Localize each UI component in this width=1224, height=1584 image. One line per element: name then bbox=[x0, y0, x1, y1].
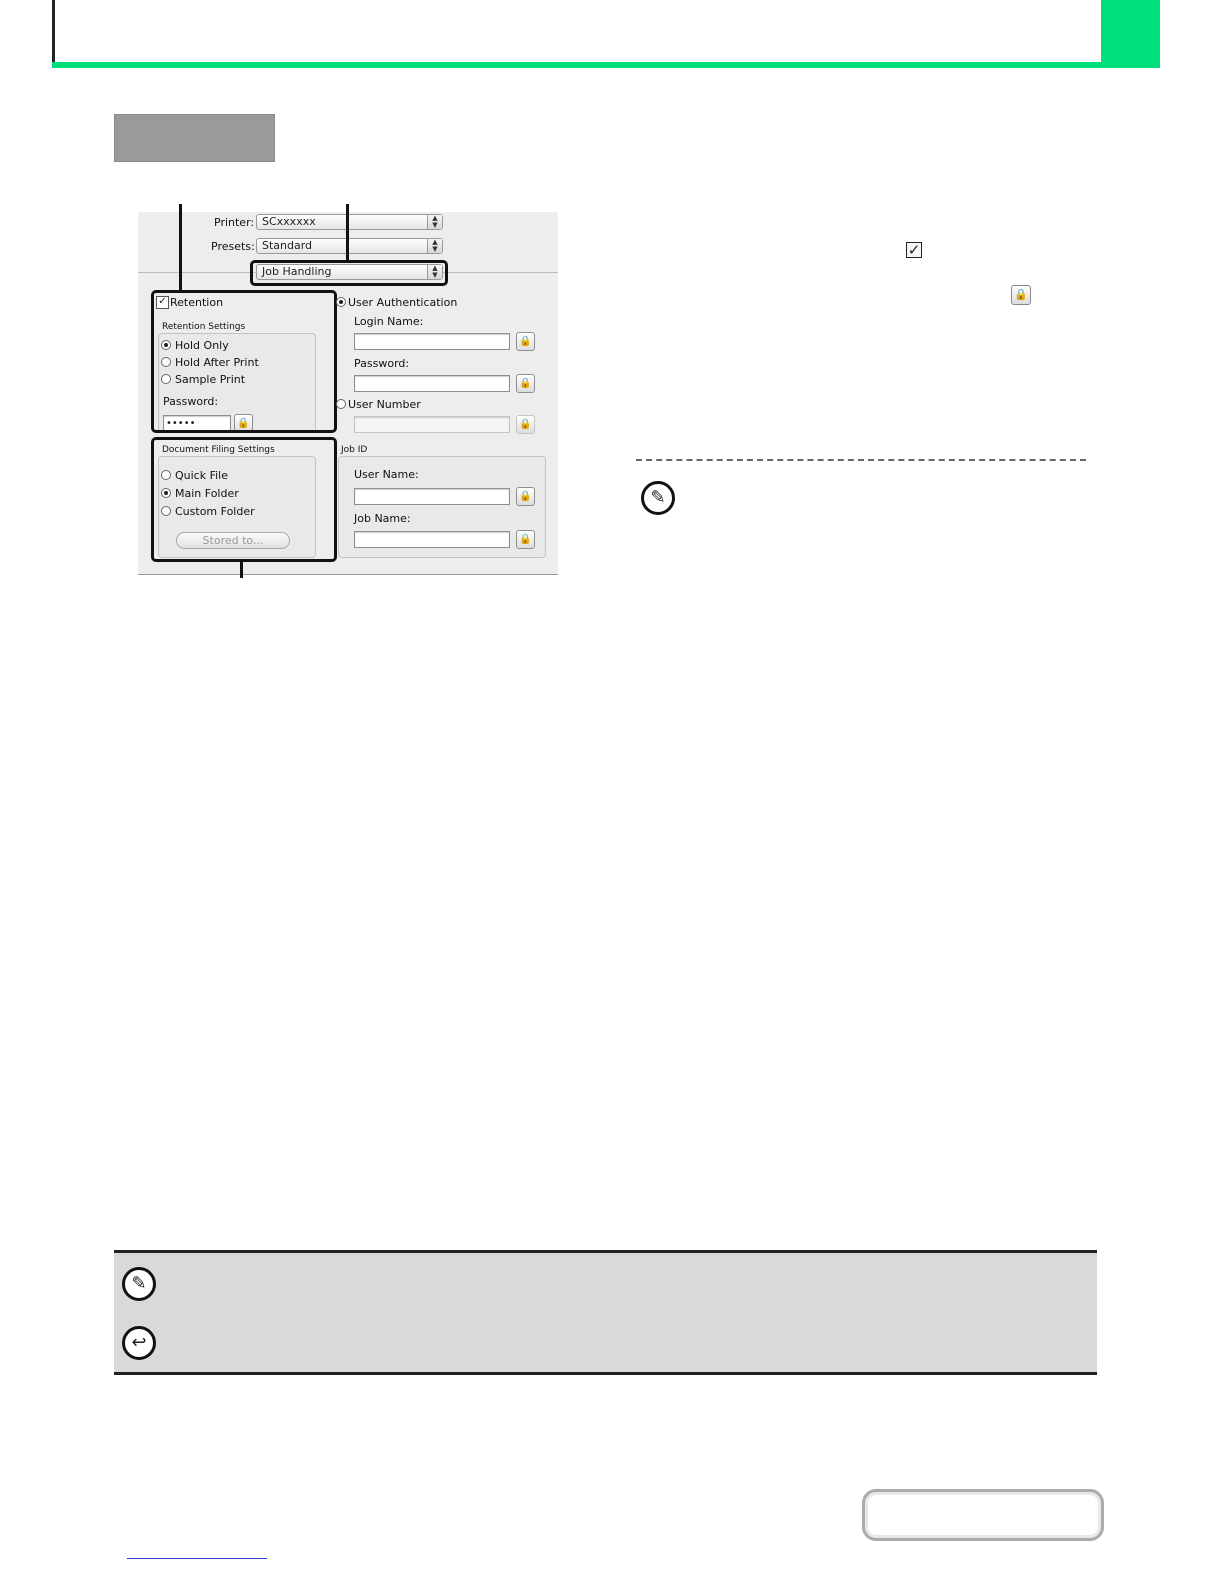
lock-icon[interactable]: 🔒 bbox=[516, 332, 535, 351]
job-name-label: Job Name: bbox=[354, 512, 411, 525]
callout-panel-select bbox=[250, 260, 448, 286]
printer-label: Printer: bbox=[214, 216, 255, 229]
callout-document-filing bbox=[151, 437, 337, 562]
login-name-field[interactable] bbox=[354, 333, 510, 350]
user-number-radio[interactable] bbox=[336, 399, 346, 409]
presets-select[interactable] bbox=[256, 238, 443, 254]
job-id-title: Job ID bbox=[341, 445, 368, 455]
document-filing-title: Document Filing Settings bbox=[162, 445, 275, 455]
checkbox-checked-icon: ✓ bbox=[907, 241, 921, 259]
presets-select-value: Standard bbox=[262, 239, 313, 252]
printer-select[interactable] bbox=[256, 214, 443, 230]
lock-icon[interactable]: 🔒 bbox=[516, 415, 535, 434]
user-number-field[interactable] bbox=[354, 416, 510, 433]
header-accent-tab bbox=[1101, 0, 1160, 68]
lock-icon[interactable]: 🔒 bbox=[516, 374, 535, 393]
pencil-note-icon: ✎ bbox=[641, 481, 675, 515]
callout-leader-line bbox=[240, 560, 243, 578]
note-divider bbox=[636, 459, 1086, 461]
user-authentication-label: User Authentication bbox=[348, 296, 458, 309]
auth-password-field[interactable] bbox=[354, 375, 510, 392]
link-underline[interactable] bbox=[127, 1558, 267, 1559]
popup-arrows-icon: ▲ ▼ bbox=[427, 265, 442, 279]
popup-arrows-icon: ▲ ▼ bbox=[427, 239, 442, 253]
auth-password-label: Password: bbox=[354, 357, 410, 370]
lock-icon[interactable]: 🔒 bbox=[516, 530, 535, 549]
user-name-label: User Name: bbox=[354, 468, 419, 481]
hold-only-label: Hold Only bbox=[175, 339, 229, 352]
callout-leader-line bbox=[346, 204, 349, 262]
lock-icon[interactable]: 🔒 bbox=[516, 487, 535, 506]
printer-select-value: SCxxxxxx bbox=[262, 215, 316, 228]
user-authentication-radio[interactable] bbox=[336, 297, 346, 307]
retention-label: Retention bbox=[170, 296, 224, 309]
return-arrow-icon: ↩ bbox=[122, 1326, 156, 1360]
login-name-label: Login Name: bbox=[354, 315, 424, 328]
retention-settings-title: Retention Settings bbox=[162, 322, 246, 332]
user-name-field[interactable] bbox=[354, 488, 510, 505]
main-folder-label: Main Folder bbox=[175, 487, 239, 500]
job-name-field[interactable] bbox=[354, 531, 510, 548]
presets-label: Presets: bbox=[211, 240, 255, 253]
print-dialog-screenshot bbox=[138, 212, 558, 575]
callout-leader-line bbox=[179, 204, 182, 292]
note-bar bbox=[114, 1250, 1097, 1314]
stored-to-button[interactable]: Stored to... bbox=[176, 532, 290, 549]
section-label-box bbox=[114, 114, 275, 162]
callout-retention bbox=[151, 290, 337, 433]
custom-folder-label: Custom Folder bbox=[175, 505, 255, 518]
hold-after-print-label: Hold After Print bbox=[175, 356, 259, 369]
pencil-note-icon: ✎ bbox=[122, 1267, 156, 1301]
header-accent-line bbox=[52, 62, 1160, 68]
header-rule bbox=[52, 0, 1101, 62]
lock-icon: 🔒 bbox=[1011, 285, 1031, 305]
quick-file-label: Quick File bbox=[175, 469, 229, 482]
retention-checkbox[interactable]: ✓ bbox=[156, 296, 169, 309]
page-nav-pill[interactable] bbox=[862, 1489, 1104, 1541]
popup-arrows-icon: ▲ ▼ bbox=[427, 215, 442, 229]
lock-icon[interactable]: 🔒 bbox=[234, 414, 253, 433]
panel-select-value: Job Handling bbox=[262, 265, 332, 278]
retention-password-field[interactable]: ••••• bbox=[163, 415, 231, 432]
sample-print-label: Sample Print bbox=[175, 373, 246, 386]
reference-bar bbox=[114, 1313, 1097, 1375]
retention-password-label: Password: bbox=[163, 395, 219, 408]
user-number-label: User Number bbox=[348, 398, 421, 411]
